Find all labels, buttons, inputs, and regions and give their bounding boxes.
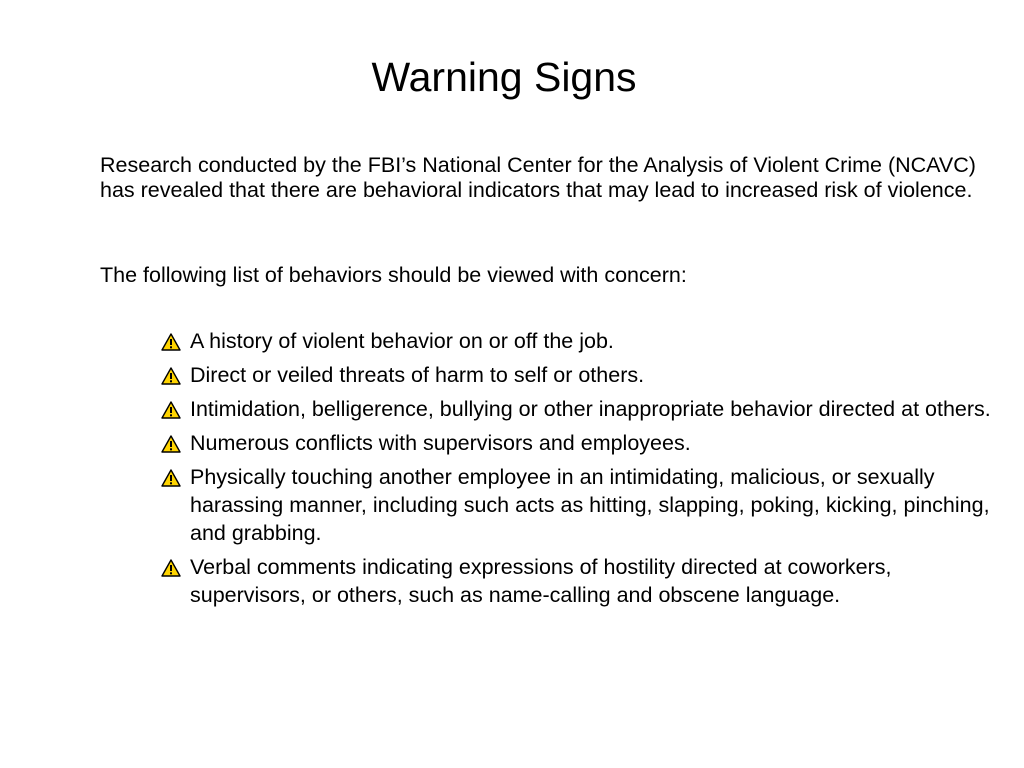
list-item (160, 361, 1000, 389)
bullet-text: Intimidation, belligerence, bullying or other inappropriate behavior directed at others. (190, 397, 991, 421)
list-item (160, 429, 1000, 457)
warning-triangle-icon (161, 367, 181, 385)
warning-triangle-icon (161, 469, 181, 487)
list-item (160, 553, 1000, 609)
bullet-text: Verbal comments indicating expressions of hostility directed at coworkers, supervisors, or others, such as name-calling and obscene language. (190, 555, 892, 607)
bullet-text: Direct or veiled threats of harm to self or others. (190, 363, 645, 387)
bullet-text: A history of violent behavior on or off the job. (190, 329, 614, 353)
bullet-text: Physically touching another employee in an intimidating, malicious, or sexually harassing manner, including such acts as hitting, slapping, poking, kicking, pinching, and grabbing. (190, 465, 990, 545)
warning-signs-list (160, 327, 1000, 615)
slide-title: Warning Signs (371, 54, 637, 100)
bullet-text: Numerous conflicts with supervisors and employees. (190, 431, 691, 455)
warning-triangle-icon (161, 559, 181, 577)
warning-triangle-icon (161, 435, 181, 453)
warning-triangle-icon (161, 401, 181, 419)
list-item (160, 395, 1000, 423)
intro-paragraph: Research conducted by the FBI’s National Center for the Analysis of Violent Crime (NCAVC) has revealed that there are behavioral indicators that may lead to increased risk of violence. (100, 153, 976, 202)
list-item (160, 327, 1000, 355)
lead-paragraph: The following list of behaviors should be viewed with concern: (100, 263, 687, 287)
list-item (160, 463, 1000, 547)
warning-triangle-icon (161, 333, 181, 351)
